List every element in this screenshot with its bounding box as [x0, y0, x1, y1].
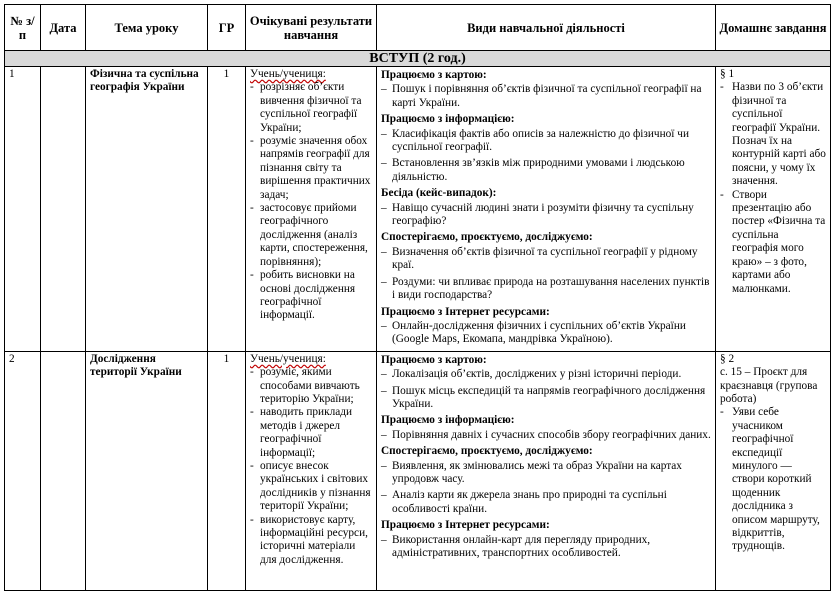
lesson-gr: 1 [208, 67, 246, 352]
lesson-homework [716, 351, 831, 590]
header-date: Дата [41, 5, 86, 51]
activity-heading: Спостерігаємо, проєктуємо, досліджуємо: [381, 231, 593, 244]
section-title: ВСТУП (2 год.) [5, 51, 831, 67]
outcome-item: - розуміє значення обох напрямів географії для пізнання світу та вирішення практичних задач; [250, 135, 372, 202]
header-outcomes: Очікувані результати навчання [246, 5, 377, 51]
lesson-gr: 1 [208, 351, 246, 590]
activity-heading: Працюємо з Інтернет ресурсами: [381, 519, 550, 532]
outcome-item: - описує внесок українських і світових дослідників у пізнання території України; [250, 460, 372, 514]
homework-paragraph: § 2 [720, 352, 735, 365]
activity-heading: Працюємо з картою: [381, 69, 487, 81]
outcome-item: - використовує карту, інформаційні ресурси, історичні матеріали для дослідження. [250, 514, 372, 568]
activity-list [381, 202, 711, 229]
activity-item: – Класифікація фактів або описів за належністю до фізичної чи суспільної географії. [381, 128, 711, 155]
homework-list [720, 81, 826, 296]
header-gr: ГР [208, 5, 246, 51]
outcome-item: - розуміє, якими способами вивчають територію України; [250, 366, 372, 406]
activity-heading: Працюємо з інформацією: [381, 414, 515, 427]
lesson-activities [377, 351, 716, 590]
activity-list [381, 534, 711, 561]
lesson-topic: Фізична та суспільна географія України [86, 67, 208, 352]
homework-intro: с. 15 – Проєкт для краєзнавця (групова робота) [720, 366, 818, 405]
homework-item: - Створи презентацію або постер «Фізична та суспільна географія мого краю» – з фото, картами або малюнками. [720, 189, 826, 296]
activity-item: – Навіщо сучасній людині знати і розуміти фізичну та суспільну географію? [381, 202, 711, 229]
header-row [5, 5, 831, 51]
activity-list [381, 246, 711, 303]
outcome-item: - розрізняє об’єкти вивчення фізичної та суспільної географії України; [250, 81, 372, 135]
activity-item: – Встановлення зв’язків між природними умовами і людською діяльністю. [381, 157, 711, 184]
activity-item: – Порівняння давніх і сучасних способів збору географічних даних. [381, 429, 711, 442]
activity-heading: Працюємо з інформацією: [381, 113, 515, 126]
homework-paragraph: § 1 [720, 68, 735, 80]
activity-heading: Спостерігаємо, проєктуємо, досліджуємо: [381, 445, 593, 458]
activity-list [381, 460, 711, 517]
outcome-item: - наводить приклади методів і джерел географічної інформації; [250, 406, 372, 460]
lesson-topic: Дослідження території України [86, 351, 208, 590]
outcomes-lead: Учень/учениця: [250, 352, 326, 365]
lesson-activities [377, 67, 716, 352]
outcomes-lead: Учень/учениця: [250, 68, 326, 80]
table-row [5, 351, 831, 590]
homework-item: - Уяви себе учасником географічної експедиції минулого — створи короткий щоденник дослідника з описом маршруту, відкриттів, труднощів. [720, 406, 826, 553]
activity-heading: Працюємо з Інтернет ресурсами: [381, 305, 550, 318]
activity-item: – Пошук місць експедицій та напрямів географічного дослідження України. [381, 385, 711, 412]
homework-item: - Назви по 3 об’єкти фізичної та суспільної географії України. Познач їх на контурній карті або поясни, у чому їх значення. [720, 81, 826, 188]
header-homework: Домашнє завдання [716, 5, 831, 51]
lesson-date [41, 67, 86, 352]
activity-item: – Виявлення, як змінювались межі та образ України на картах упродовж часу. [381, 460, 711, 487]
homework-list [720, 406, 826, 553]
activity-list [381, 320, 711, 347]
outcomes-list [250, 81, 372, 322]
header-topic: Тема уроку [86, 5, 208, 51]
lesson-plan-table [4, 4, 831, 591]
activity-item: – Пошук і порівняння об’єктів фізичної та суспільної географії на карті України. [381, 83, 711, 110]
lesson-num: 2 [5, 351, 41, 590]
outcomes-list [250, 366, 372, 567]
header-activities: Види навчальної діяльності [377, 5, 716, 51]
header-num: № з/п [5, 5, 41, 51]
lesson-outcomes [246, 351, 377, 590]
activity-item: – Роздуми: чи впливає природа на розташування населених пунктів і види господарства? [381, 276, 711, 303]
activity-heading: Працюємо з картою: [381, 353, 487, 366]
activity-item: – Локалізація об’єктів, досліджених у різні історичні періоди. [381, 368, 711, 381]
outcome-item: - робить висновки на основі дослідження географічної інформації. [250, 269, 372, 323]
lesson-num: 1 [5, 67, 41, 352]
activity-list [381, 128, 711, 185]
section-row [5, 51, 831, 67]
lesson-homework [716, 67, 831, 352]
activity-list [381, 429, 711, 442]
activity-item: – Визначення об’єктів фізичної та суспільної географії у рідному краї. [381, 246, 711, 273]
lesson-date [41, 351, 86, 590]
activity-item: – Аналіз карти як джерела знань про природні та суспільні особливості країни. [381, 489, 711, 516]
activity-list [381, 83, 711, 110]
outcome-item: - застосовує прийоми географічного дослідження (аналіз карти, спостереження, порівняння); [250, 202, 372, 269]
activity-list [381, 368, 711, 411]
table-row [5, 67, 831, 352]
activity-item: – Онлайн-дослідження фізичних і суспільних об’єктів України (Google Maps, Екомапа, мандрівка Україною). [381, 320, 711, 347]
activity-item: – Використання онлайн-карт для перегляду природних, адміністративних, транспортних особливостей. [381, 534, 711, 561]
lesson-outcomes [246, 67, 377, 352]
activity-heading: Бесіда (кейс-випадок): [381, 187, 497, 200]
